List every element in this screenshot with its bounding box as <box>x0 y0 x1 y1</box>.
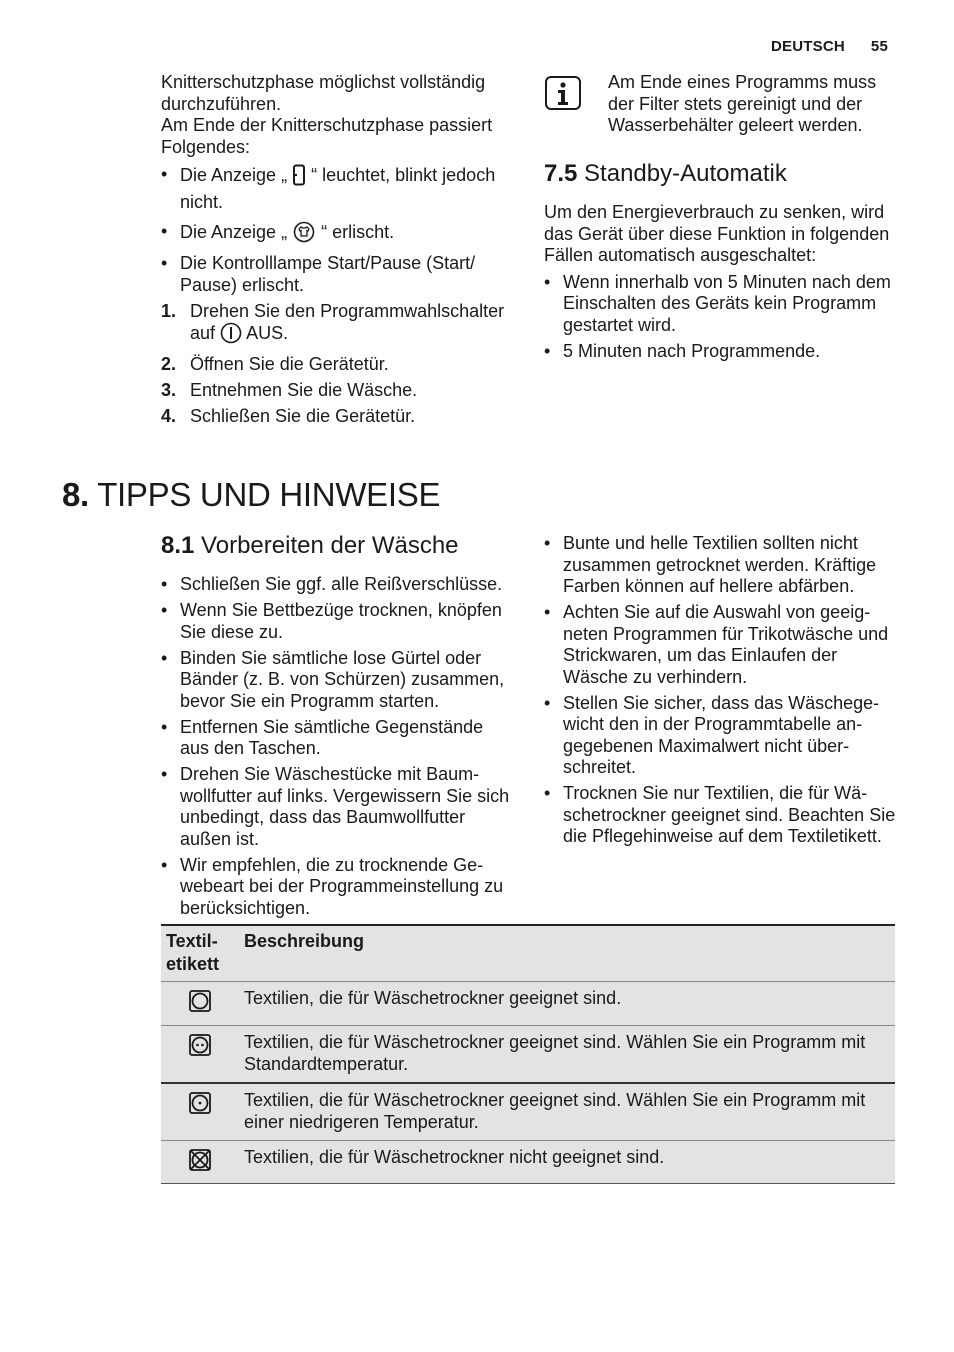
list-item: • Schließen Sie ggf. alle Reißverschlüsse. <box>161 574 511 596</box>
tumble-dry-normal-temp-icon <box>188 1041 212 1061</box>
column-header-description: Beschreibung <box>239 925 895 982</box>
status-bullet-list <box>161 164 516 296</box>
table-cell-description: Textilien, die für Wäschetrockner geeignet sind. <box>239 982 895 1026</box>
section-heading-8-1: 8.1 Vorbereiten der Wäsche <box>161 532 459 559</box>
standby-bullet-list <box>544 272 898 363</box>
table-cell-description: Textilien, die für Wäschetrockner geeignet sind. Wählen Sie ein Programm mit Standardtemperatur. <box>239 1025 895 1083</box>
info-note: Am Ende eines Programms muss der Filter stets gereinigt und der Wasserbehälter geleert werden. <box>608 72 877 135</box>
list-item: • Entfernen Sie sämtliche Gegenstände aus den Taschen. <box>161 717 511 760</box>
list-item: • Wenn Sie Bettbezüge trocknen, knöpfen Sie diese zu. <box>161 600 511 643</box>
page-number: 55 <box>870 38 888 55</box>
chapter-heading: 8. TIPPS UND HINWEISE <box>62 476 441 513</box>
door-indicator-icon <box>292 164 306 192</box>
list-item: • Wir empfehlen, die zu trocknende Gewebeart bei der Programmeinstellung zu berücksichtigen. <box>161 855 511 920</box>
power-off-icon <box>220 322 242 350</box>
list-item: • Binden Sie sämtliche lose Gürtel oder Bänder (z. B. von Schürzen) zusammen, bevor Sie ein Programm starten. <box>161 648 511 713</box>
table-row <box>161 1083 895 1141</box>
tumble-dry-low-temp-icon <box>188 1099 212 1119</box>
intro-text-2: Am Ende der Knitterschutzphase passiert Folgendes: <box>161 115 493 157</box>
list-item: • Trocknen Sie nur Textilien, die für Wäschetrockner geeignet sind. Beachten Sie die Pflegehinweise auf dem Textiletikett. <box>544 783 896 848</box>
step-item: 4. Schließen Sie die Gerätetür. <box>161 406 416 426</box>
table-row <box>161 1025 895 1083</box>
table-row <box>161 982 895 1026</box>
table-header-row <box>161 925 895 982</box>
section-heading-7-5: 7.5 Standby-Automatik <box>544 160 787 187</box>
list-item: • 5 Minuten nach Programmende. <box>544 341 898 363</box>
list-item: • Die Kontrolllampe Start/Pause (Start/ Pause) erlischt. <box>161 253 516 296</box>
anticrease-indicator-icon <box>292 221 316 249</box>
care-label-table <box>161 924 895 1184</box>
list-item: • Stellen Sie sicher, dass das Wäschegewicht den in der Programmtabelle angegebenen Maximalwert nicht überschreitet. <box>544 693 896 779</box>
list-item: • Bunte und helle Textilien sollten nicht zusammen getrocknet werden. Kräftige Farben können auf hellere abfärben. <box>544 533 896 598</box>
column-header-label: Textiletikett <box>161 925 239 982</box>
list-item: • Drehen Sie Wäschestücke mit Baumwollfutter auf links. Vergewissern Sie sich unbedingt, dass das Baumwollfutter außen ist. <box>161 764 511 850</box>
list-item: • Die Anzeige „ “ leuchtet, blinkt jedoch nicht. <box>161 164 516 213</box>
list-item: • Wenn innerhalb von 5 Minuten nach dem Einschalten des Geräts kein Programm gestartet wird. <box>544 272 898 337</box>
list-item: • Die Anzeige „ “ erlischt. <box>161 221 516 249</box>
left-top-column <box>161 72 516 432</box>
list-item: • Achten Sie auf die Auswahl von geeigneten Programmen für Trikotwäsche und Strickwaren, um das Einlaufen der Wäsche zu verhindern. <box>544 602 896 688</box>
intro-text-1: Knitterschutzphase möglichst vollständig durchzuführen. <box>161 72 486 114</box>
step-item: 2. Öffnen Sie die Gerätetür. <box>161 354 389 374</box>
table-row <box>161 1140 895 1184</box>
standby-paragraph: Um den Energieverbrauch zu senken, wird das Gerät über diese Funktion in folgenden Fällen automatisch ausgeschaltet: <box>544 202 890 265</box>
step-item: 1. Drehen Sie den Programmwahlschalter auf AUS. <box>161 301 516 350</box>
do-not-tumble-dry-icon <box>188 1156 212 1176</box>
preparation-list-right <box>544 533 896 852</box>
info-icon <box>544 75 582 111</box>
header-language: DEUTSCH <box>771 38 845 55</box>
standby-column <box>544 202 898 367</box>
preparation-list-left <box>161 574 511 924</box>
step-list <box>161 301 516 428</box>
page-header <box>771 38 888 55</box>
table-cell-description: Textilien, die für Wäschetrockner nicht geeignet sind. <box>239 1140 895 1184</box>
table-cell-description: Textilien, die für Wäschetrockner geeignet sind. Wählen Sie ein Programm mit einer niedrigeren Temperatur. <box>239 1083 895 1141</box>
tumble-dry-icon <box>188 997 212 1017</box>
step-item: 3. Entnehmen Sie die Wäsche. <box>161 380 418 400</box>
